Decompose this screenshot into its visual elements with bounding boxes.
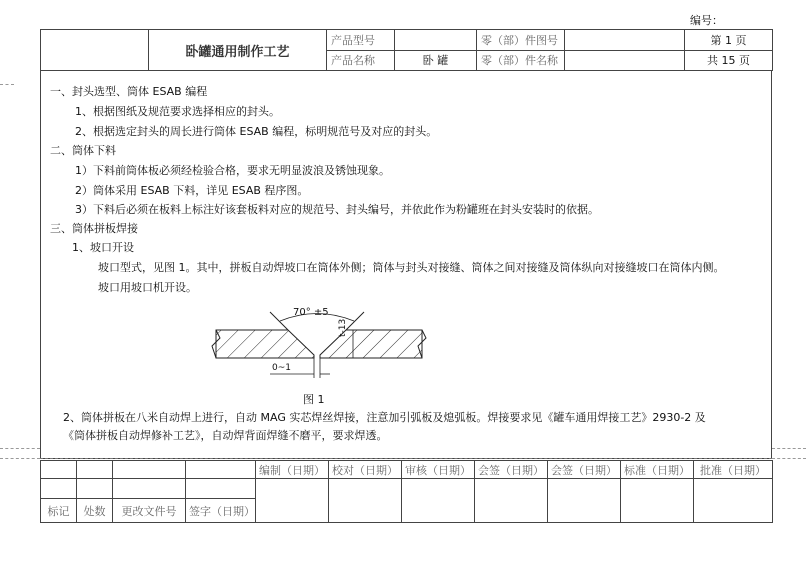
- product-model-value: [395, 30, 477, 51]
- footer-separator: [40, 458, 772, 459]
- section-2-item-1: 1）下料前筒体板必须经检验合格，要求无明显波浪及锈蚀现象。: [75, 164, 390, 177]
- header-blank: [41, 30, 149, 71]
- product-model-label: 产品型号: [327, 30, 395, 51]
- left-plate: [216, 330, 314, 358]
- product-name-value: 卧 罐: [395, 50, 477, 71]
- figure-height-label: t-13: [338, 318, 348, 337]
- margin-mark: [0, 84, 14, 85]
- rev-count: 处数: [77, 499, 113, 523]
- rev-signature: 签字（日期）: [186, 499, 256, 523]
- rev-mark: 标记: [41, 499, 77, 523]
- figure-gap-label: 0~1: [272, 363, 291, 373]
- part-drawing-value: [565, 30, 685, 51]
- margin-mark: [0, 448, 40, 449]
- section-2-item-2: 2）筒体采用 ESAB 下料，详见 ESAB 程序图。: [75, 184, 309, 197]
- margin-mark: [772, 458, 806, 459]
- section-3-item-2-text-b: 《筒体拼板自动焊修补工艺》，自动焊背面焊缝不磨平，要求焊透。: [63, 429, 388, 442]
- section-3-item-2-text-a: 2、筒体拼板在八米自动焊上进行，自动 MAG 实芯焊丝焊接，注意加引弧板及熄弧板。焊接要求见《罐车通用焊接工艺》2930-2 及: [63, 411, 706, 424]
- angle-leader: [346, 312, 364, 330]
- role-countersign-2: 会签（日期）: [548, 461, 621, 479]
- section-2-heading: 二、筒体下料: [50, 144, 116, 157]
- total-pages: 共 15 页: [685, 50, 773, 71]
- section-3-item-1-text-b: 坡口用坡口机开设。: [98, 281, 197, 294]
- section-3-item-1-text-a: 坡口型式，见图 1。其中，拼板自动焊坡口在筒体外侧；筒体与封头对接缝、筒体之间对接缝及筒体纵向对接缝坡口在筒体内侧。: [98, 261, 725, 274]
- margin-mark: [772, 448, 806, 449]
- part-drawing-label: 零（部）件图号: [477, 30, 565, 51]
- role-countersign-1: 会签（日期）: [475, 461, 548, 479]
- role-proofread: 校对（日期）: [329, 461, 402, 479]
- header-table: [40, 29, 773, 71]
- section-1-heading: 一、封头选型、筒体 ESAB 编程: [50, 85, 208, 98]
- section-3-item-1: 1、坡口开设: [72, 241, 134, 254]
- figure-angle-label: 70° ±5: [293, 307, 329, 318]
- figure-caption: 图 1: [303, 393, 325, 406]
- role-standard: 标准（日期）: [621, 461, 694, 479]
- page-number: 第 1 页: [685, 30, 773, 51]
- role-review: 审核（日期）: [402, 461, 475, 479]
- section-1-item-2: 2、根据选定封头的周长进行筒体 ESAB 编程，标明规范号及对应的封头。: [75, 125, 438, 138]
- doc-number-label: 编号：: [690, 14, 723, 27]
- section-1-item-1: 1、根据图纸及规范要求选择相应的封头。: [75, 105, 280, 118]
- footer-table: [40, 460, 773, 523]
- angle-leader: [270, 312, 288, 330]
- role-prepare: 编制（日期）: [256, 461, 329, 479]
- role-approve: 批准（日期）: [694, 461, 773, 479]
- product-name-label: 产品名称: [327, 50, 395, 71]
- section-2-item-3: 3）下料后必须在板料上标注好该套板料对应的规范号、封头编号，并依此作为粉罐班在封头安装时的依据。: [75, 203, 599, 216]
- doc-title: 卧罐通用制作工艺: [149, 30, 327, 71]
- section-3-heading: 三、筒体拼板焊接: [50, 222, 138, 235]
- margin-mark: [0, 458, 40, 459]
- right-plate: [320, 330, 422, 358]
- part-name-value: [565, 50, 685, 71]
- part-name-label: 零（部）件名称: [477, 50, 565, 71]
- rev-file-no: 更改文件号: [113, 499, 186, 523]
